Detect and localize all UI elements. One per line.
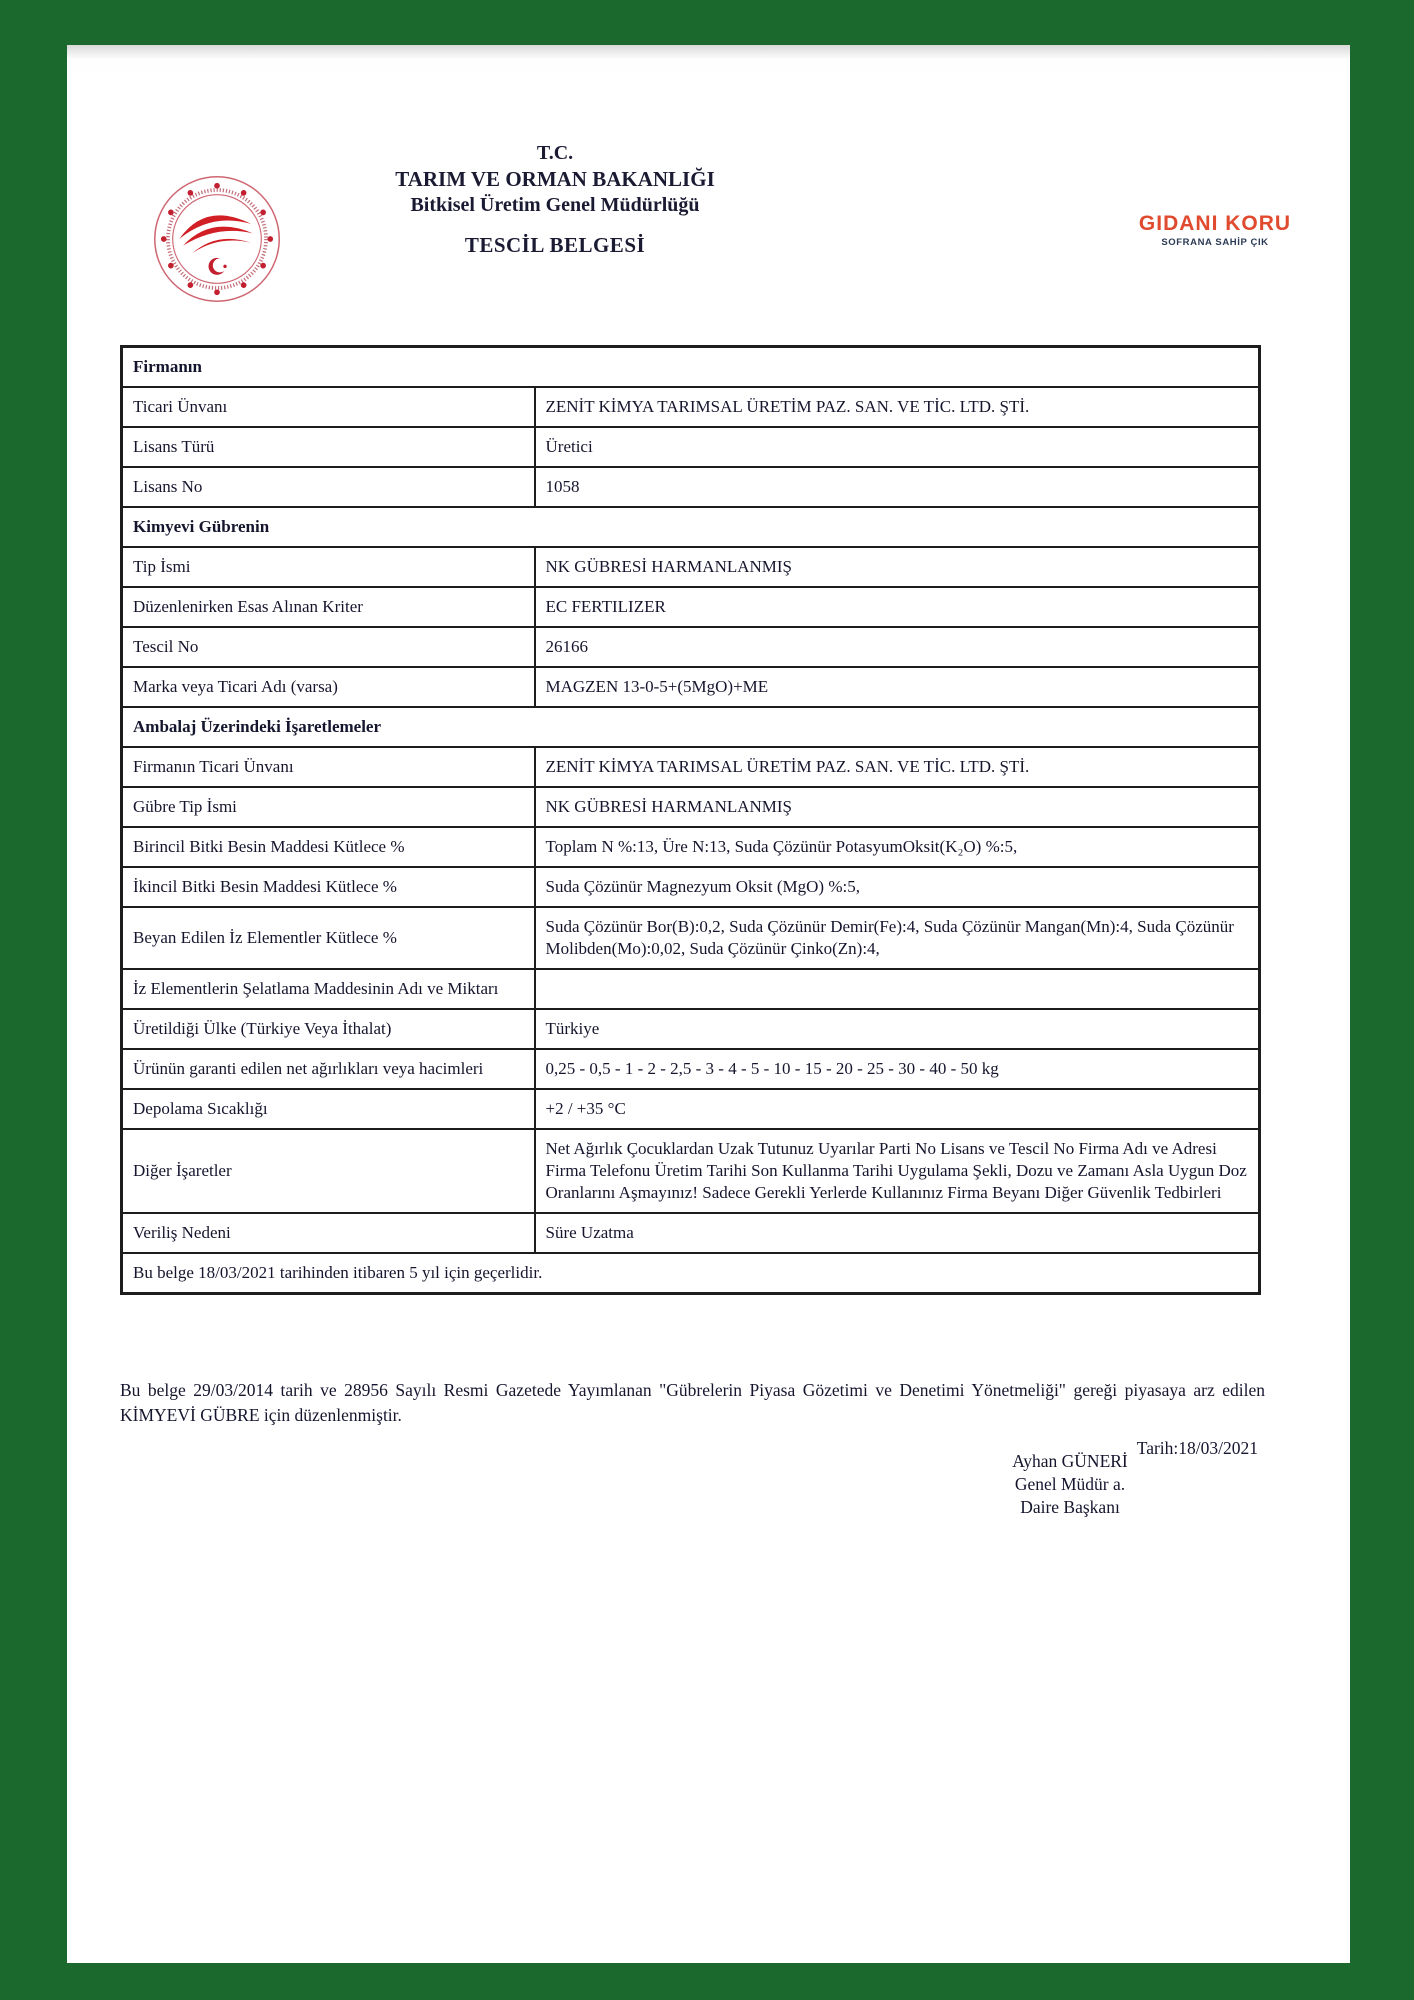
signer-name: Ayhan GÜNERİ (1012, 1451, 1128, 1471)
header-title-block (355, 141, 755, 218)
certificate-page (67, 45, 1350, 1963)
table-row (122, 1129, 1260, 1213)
field-value: Üretici (535, 427, 1260, 467)
regulation-paragraph: Bu belge 29/03/2014 tarih ve 28956 Sayılı Resmi Gazetede Yayımlanan "Gübrelerin Piyasa Gözetimi ve Denetimi Yönetmeliği" gereği piyasaya arz edilen KİMYEVİ GÜBRE için düzenlenmiştir. (120, 1379, 1265, 1425)
table-row (122, 547, 1260, 587)
table-row (122, 1049, 1260, 1089)
field-value: NK GÜBRESİ HARMANLANMIŞ (535, 787, 1260, 827)
field-label: Beyan Edilen İz Elementler Kütlece % (122, 907, 535, 969)
table-validity-row (122, 1253, 1260, 1294)
field-label: Veriliş Nedeni (122, 1213, 535, 1253)
field-label: Tip İsmi (122, 547, 535, 587)
campaign-tagline: SOFRANA SAHİP ÇIK (1161, 237, 1269, 248)
field-value: ZENİT KİMYA TARIMSAL ÜRETİM PAZ. SAN. VE TİC. LTD. ŞTİ. (535, 387, 1260, 427)
signer-role-1: Genel Müdür a. (1014, 1474, 1126, 1494)
field-value: 0,25 - 0,5 - 1 - 2 - 2,5 - 3 - 4 - 5 - 10 - 15 - 20 - 25 - 30 - 40 - 50 kg (535, 1049, 1260, 1089)
field-label: Depolama Sıcaklığı (122, 1089, 535, 1129)
field-value: Net Ağırlık Çocuklardan Uzak Tutunuz Uyarılar Parti No Lisans ve Tescil No Firma Adı ve Adresi Firma Telefonu Üretim Tarihi Son Kullanma Tarihi Uygulama Şekli, Dozu ve Zamanı Asla Uygun Doz Oranlarını Aşmayınız! Sadece Gerekli Yerlerde Kullanınız Firma Beyanı Diğer Güvenlik Tedbirleri (535, 1129, 1260, 1213)
field-value: 1058 (535, 467, 1260, 507)
table-row (122, 627, 1260, 667)
gidani-koru-logo (1110, 213, 1320, 248)
field-label: Ürünün garanti edilen net ağırlıkları veya hacimleri (122, 1049, 535, 1089)
field-value: Süre Uzatma (535, 1213, 1260, 1253)
table-row (122, 747, 1260, 787)
field-label: İkincil Bitki Besin Maddesi Kütlece % (122, 867, 535, 907)
field-label: Ticari Ünvanı (122, 387, 535, 427)
table-row (122, 1089, 1260, 1129)
signature-block (920, 1450, 1220, 1519)
field-value: 26166 (535, 627, 1260, 667)
field-value: NK GÜBRESİ HARMANLANMIŞ (535, 547, 1260, 587)
field-value: ZENİT KİMYA TARIMSAL ÜRETİM PAZ. SAN. VE TİC. LTD. ŞTİ. (535, 747, 1260, 787)
table-row (122, 587, 1260, 627)
field-label: Üretildiği Ülke (Türkiye Veya İthalat) (122, 1009, 535, 1049)
field-label: Lisans Türü (122, 427, 535, 467)
table-row (122, 467, 1260, 507)
field-value: MAGZEN 13-0-5+(5MgO)+ME (535, 667, 1260, 707)
field-value: Türkiye (535, 1009, 1260, 1049)
table-row (122, 827, 1260, 867)
ministry-name: TARIM VE ORMAN BAKANLIĞI (395, 167, 715, 191)
table-row (122, 387, 1260, 427)
table-section-row (122, 707, 1260, 747)
table-row (122, 969, 1260, 1009)
table-section-row (122, 507, 1260, 547)
field-label: İz Elementlerin Şelatlama Maddesinin Adı ve Miktarı (122, 969, 535, 1009)
ministry-emblem-icon (151, 173, 283, 305)
campaign-title: GIDANI KORU (1138, 212, 1292, 235)
table-row (122, 907, 1260, 969)
field-label: Tescil No (122, 627, 535, 667)
table-row (122, 1009, 1260, 1049)
field-label: Gübre Tip İsmi (122, 787, 535, 827)
signer-role-2: Daire Başkanı (1020, 1497, 1120, 1517)
field-label: Firmanın Ticari Ünvanı (122, 747, 535, 787)
certificate-table (120, 345, 1261, 1295)
field-label: Marka veya Ticari Adı (varsa) (122, 667, 535, 707)
table-row (122, 667, 1260, 707)
table-row (122, 1213, 1260, 1253)
validity-note: Bu belge 18/03/2021 tarihinden itibaren 5 yıl için geçerlidir. (122, 1253, 1260, 1294)
field-value: Suda Çözünür Magnezyum Oksit (MgO) %:5, (535, 867, 1260, 907)
field-value (535, 969, 1260, 1009)
document-title: TESCİL BELGESİ (464, 233, 646, 257)
section-label: Kimyevi Gübrenin (122, 507, 1260, 547)
table-row (122, 427, 1260, 467)
field-label: Lisans No (122, 467, 535, 507)
directorate-name: Bitkisel Üretim Genel Müdürlüğü (410, 194, 700, 216)
republic-abbreviation: T.C. (536, 142, 574, 164)
section-label: Ambalaj Üzerindeki İşaretlemeler (122, 707, 1260, 747)
table-section-row (122, 347, 1260, 388)
field-value: Toplam N %:13, Üre N:13, Suda Çözünür PotasyumOksit(K₂O) %:5, (535, 827, 1260, 867)
section-label: Firmanın (122, 347, 1260, 388)
field-value: EC FERTILIZER (535, 587, 1260, 627)
field-label: Diğer İşaretler (122, 1129, 535, 1213)
table-row (122, 867, 1260, 907)
field-value: +2 / +35 °C (535, 1089, 1260, 1129)
field-value: Suda Çözünür Bor(B):0,2, Suda Çözünür Demir(Fe):4, Suda Çözünür Mangan(Mn):4, Suda Çözünür Molibden(Mo):0,02, Suda Çözünür Çinko(Zn):4, (535, 907, 1260, 969)
field-label: Birincil Bitki Besin Maddesi Kütlece % (122, 827, 535, 867)
issue-date: Tarih:18/03/2021 (1136, 1438, 1258, 1458)
field-label: Düzenlenirken Esas Alınan Kriter (122, 587, 535, 627)
table-row (122, 787, 1260, 827)
